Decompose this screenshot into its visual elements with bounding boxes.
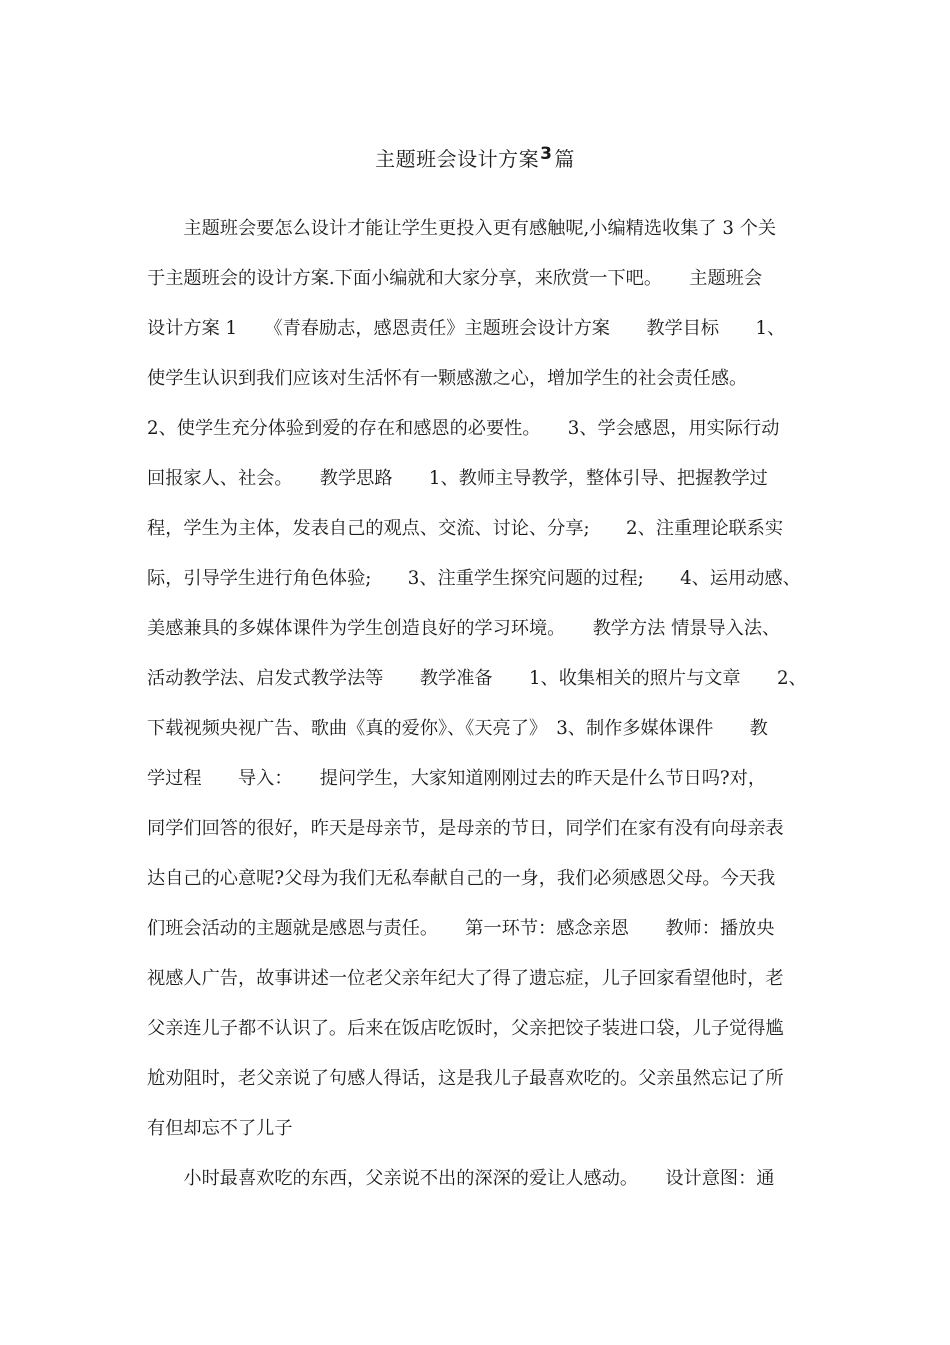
body-line-3: 设计方案 1 《青春励志，感恩责任》主题班会设计方案 教学目标 1、 bbox=[147, 318, 786, 339]
body-line-11: 下载视频央视广告、歌曲《真的爱你》、《天亮了》 3、制作多媒体课件 教 bbox=[147, 718, 768, 739]
body-line-16: 视感人广告，故事讲述一位老父亲年纪大了得了遗忘症，儿子回家看望他时，老 bbox=[147, 968, 784, 989]
body-line-2: 于主题班会的设计方案.下面小编就和大家分享，来欣赏一下吧。 主题班会 bbox=[147, 268, 763, 289]
body-line-9: 美感兼具的多媒体课件为学生创造良好的学习环境。 教学方法 情景导入法、 bbox=[147, 618, 781, 639]
title-text-before: 主题班会设计方案 bbox=[375, 147, 540, 171]
body-line-17: 父亲连儿子都不认识了。后来在饭店吃饭时，父亲把饺子装进口袋，儿子觉得尴 bbox=[147, 1018, 784, 1039]
body-line-8: 际，引导学生进行角色体验; 3、注重学生探究问题的过程; 4、运用动感、 bbox=[147, 568, 801, 589]
body-line-7: 程，学生为主体，发表自己的观点、交流、讨论、分享; 2、注重理论联系实 bbox=[147, 518, 784, 539]
body-line-6: 回报家人、社会。 教学思路 1、教师主导教学，整体引导、把握教学过 bbox=[147, 468, 768, 489]
body-line-1: 主题班会要怎么设计才能让学生更投入更有感触呢,小编精选收集了 3 个关 bbox=[147, 218, 777, 239]
document-title bbox=[0, 143, 950, 177]
title-number: 3 bbox=[540, 144, 553, 164]
title-text-after: 篇 bbox=[554, 147, 575, 171]
body-line-5: 2、使学生充分体验到爱的存在和感恩的必要性。 3、学会感恩，用实际行动 bbox=[147, 418, 780, 439]
body-line-12: 学过程 导入： 提问学生，大家知道刚刚过去的昨天是什么节日吗?对， bbox=[147, 768, 767, 789]
body-line-4: 使学生认识到我们应该对生活怀有一颗感激之心，增加学生的社会责任感。 bbox=[147, 368, 748, 389]
body-line-19: 有但却忘不了儿子 bbox=[147, 1118, 293, 1139]
body-line-18: 尬劝阻时，老父亲说了句感人得话，这是我儿子最喜欢吃的。父亲虽然忘记了所 bbox=[147, 1068, 784, 1089]
body-line-10: 活动教学法、启发式教学法等 教学准备 1、收集相关的照片与文章 2、 bbox=[147, 668, 807, 689]
body-line-14: 达自己的心意呢?父母为我们无私奉献自己的一身，我们必须感恩父母。今天我 bbox=[147, 868, 776, 889]
body-line-20: 小时最喜欢吃的东西，父亲说不出的深深的爱让人感动。 设计意图：通 bbox=[147, 1168, 775, 1189]
body-line-13: 同学们回答的很好，昨天是母亲节，是母亲的节日，同学们在家有没有向母亲表 bbox=[147, 818, 784, 839]
body-line-15: 们班会活动的主题就是感恩与责任。 第一环节：感念亲恩 教师：播放央 bbox=[147, 918, 775, 939]
